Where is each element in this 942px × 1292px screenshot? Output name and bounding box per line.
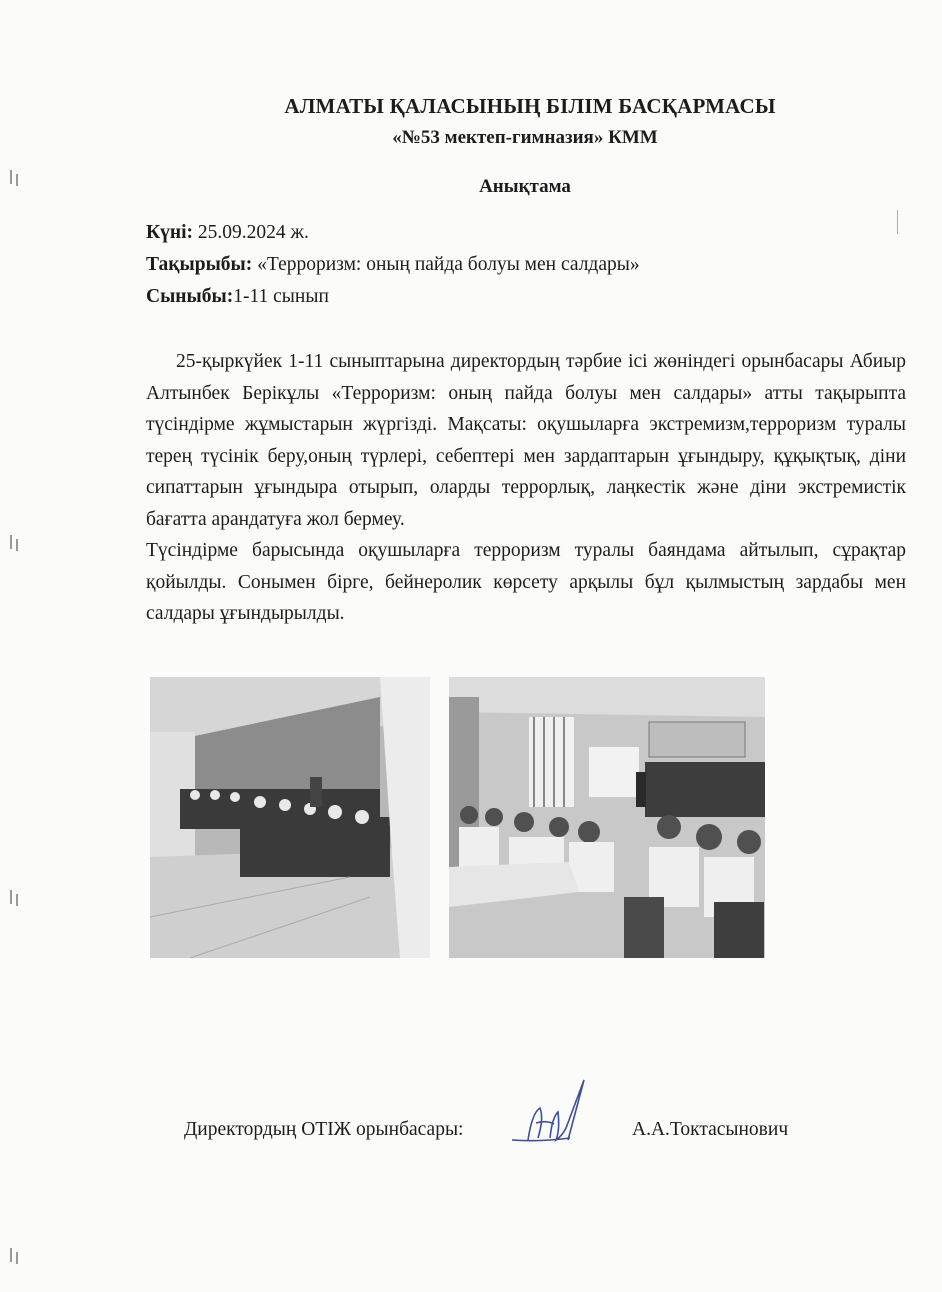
topic-value: «Терроризм: оның пайда болуы мен салдары» [252, 254, 640, 275]
margin-mark [8, 535, 24, 553]
margin-mark [8, 890, 24, 908]
document-type: Анықтама [479, 176, 571, 197]
topic-line [146, 254, 640, 276]
class-label: Сыныбы: [146, 286, 234, 307]
margin-mark [8, 1248, 24, 1266]
paragraph-2: Түсіндірме барысында оқушыларға терроризм туралы баяндама айтылып, сұрақтар қойылды. Сонымен бірге, бейнеролик көрсету арқылы бұл қылмыстың зардабы мен салдары ұғындырылды. [146, 540, 906, 624]
scan-artifact [897, 210, 898, 234]
signatory-name: А.А.Токтасынович [632, 1119, 789, 1140]
class-value: 1-11 сынып [233, 286, 329, 307]
date-label: Күні: [146, 222, 194, 243]
school-name: «№53 мектеп-гимназия» КММ [392, 127, 658, 148]
topic-label: Тақырыбы: [146, 254, 253, 275]
date-line [146, 222, 309, 244]
body-text [146, 346, 906, 630]
handwritten-signature [510, 1078, 590, 1148]
class-line [146, 286, 329, 308]
date-value: 25.09.2024 ж. [193, 222, 309, 243]
paragraph-1: 25-қыркүйек 1-11 сыныптарына директордың тәрбие ісі жөніндегі орынбасары Абиыр Алтынбек Берікұлы «Терроризм: оның пайда болуы мен салдары» атты тақырыпта түсіндірме жұмыстарын жүргізді. Мақсаты: оқушыларға экстремизм,терроризм туралы терең түсінік беру,оның түрлері, себептері мен зардаптарын ұғындыру, құқықтық, діни сипаттарын ұғындыра отырып, оларды террорлық, лаңкестік және діни экстремистік бағатта арандатуға жол бермеу. [146, 351, 906, 530]
photo-students-hall [150, 677, 430, 958]
signatory-position: Директордың ОТІЖ орынбасары: [184, 1119, 464, 1140]
organization-title: АЛМАТЫ ҚАЛАСЫНЫҢ БІЛІМ БАСҚАРМАСЫ [284, 94, 776, 118]
photo-classroom [449, 677, 765, 958]
